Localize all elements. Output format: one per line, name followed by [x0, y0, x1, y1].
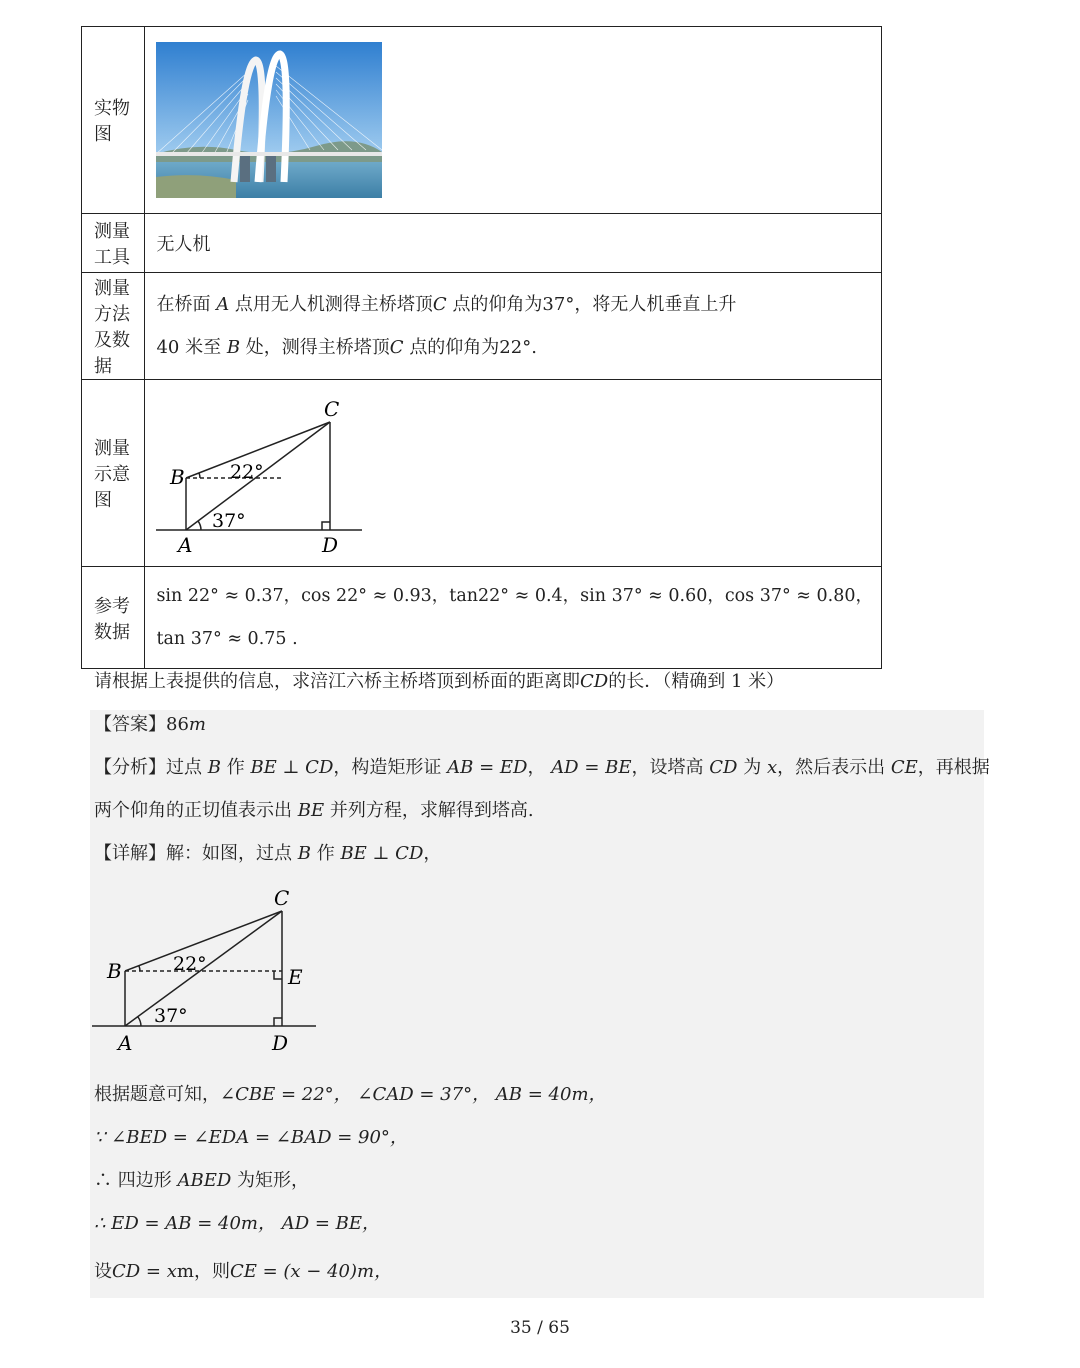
diagram-angle-22: 22° — [230, 460, 265, 483]
analysis-line-1: 【分析】过点 B 作 BE ⊥ CD，构造矩形证 AB = ED， AD = BE，设塔高 CD 为 x，然后表示出 CE，再根据 — [94, 757, 990, 778]
solution-angle-37: 37° — [154, 1005, 188, 1027]
step-3: ∴ 四边形 ABED 为矩形， — [94, 1170, 310, 1191]
page-number: 35 / 65 — [510, 1318, 570, 1338]
diagram-label-C: C — [324, 396, 340, 421]
solution-label-D: D — [272, 1031, 289, 1054]
table-value-method — [145, 273, 882, 380]
detail-line: 【详解】解：如图，过点 B 作 BE ⊥ CD， — [94, 843, 442, 864]
measurement-diagram — [156, 386, 386, 556]
question-text: 请根据上表提供的信息，求涪江六桥主桥塔顶到桥面的距离即CD的长．（精确到 1 米） — [94, 671, 785, 692]
solution-label-E: E — [288, 965, 303, 989]
step-1: 根据题意可知，∠CBE = 22°， ∠CAD = 37°， AB = 40m， — [94, 1084, 607, 1105]
table-cell-diagram — [145, 380, 882, 567]
step-4: ∴ ED = AB = 40m， AD = BE， — [94, 1213, 381, 1234]
reference-line-1: sin 22° ≈ 0.37，cos 22° ≈ 0.93，tan22° ≈ 0.4，sin 37° ≈ 0.60，cos 37° ≈ 0.80， — [156, 585, 873, 606]
answer-section — [90, 710, 990, 1298]
bridge-photo — [156, 42, 382, 198]
solution-label-A: A — [118, 1031, 133, 1054]
table-cell-photo — [145, 27, 882, 214]
analysis-line-2: 两个仰角的正切值表示出 BE 并列方程，求解得到塔高. — [94, 800, 534, 821]
table-value-reference — [145, 567, 882, 669]
solution-diagram — [90, 882, 330, 1054]
method-line-2: 40 米至 B 处，测得主桥塔顶C 点的仰角为22°. — [156, 337, 537, 358]
solution-label-C: C — [274, 886, 290, 910]
reference-line-2: tan 37° ≈ 0.75 . — [156, 628, 298, 649]
answer-line: 【答案】86m — [94, 714, 206, 735]
diagram-label-B: B — [170, 464, 186, 489]
diagram-label-A: A — [178, 532, 193, 556]
info-table — [81, 26, 882, 669]
table-label-tool: 测量工具 — [82, 214, 145, 273]
diagram-label-D: D — [322, 532, 339, 556]
table-label-diagram: 测量示意图 — [82, 380, 145, 567]
table-label-method: 测量方法及数据 — [82, 273, 145, 380]
solution-label-B: B — [107, 959, 122, 983]
method-line-1: 在桥面 A 点用无人机测得主桥塔顶C 点的仰角为37°，将无人机垂直上升 — [156, 294, 737, 315]
table-label-photo: 实物图 — [82, 27, 145, 214]
table-value-tool: 无人机 — [145, 214, 882, 273]
step-2: ∵ ∠BED = ∠EDA = ∠BAD = 90°， — [94, 1127, 408, 1148]
solution-angle-22: 22° — [173, 953, 207, 975]
diagram-angle-37: 37° — [212, 509, 247, 532]
table-label-reference: 参考数据 — [82, 567, 145, 669]
step-5: 设CD = xm，则CE = (x − 40)m， — [94, 1261, 393, 1282]
